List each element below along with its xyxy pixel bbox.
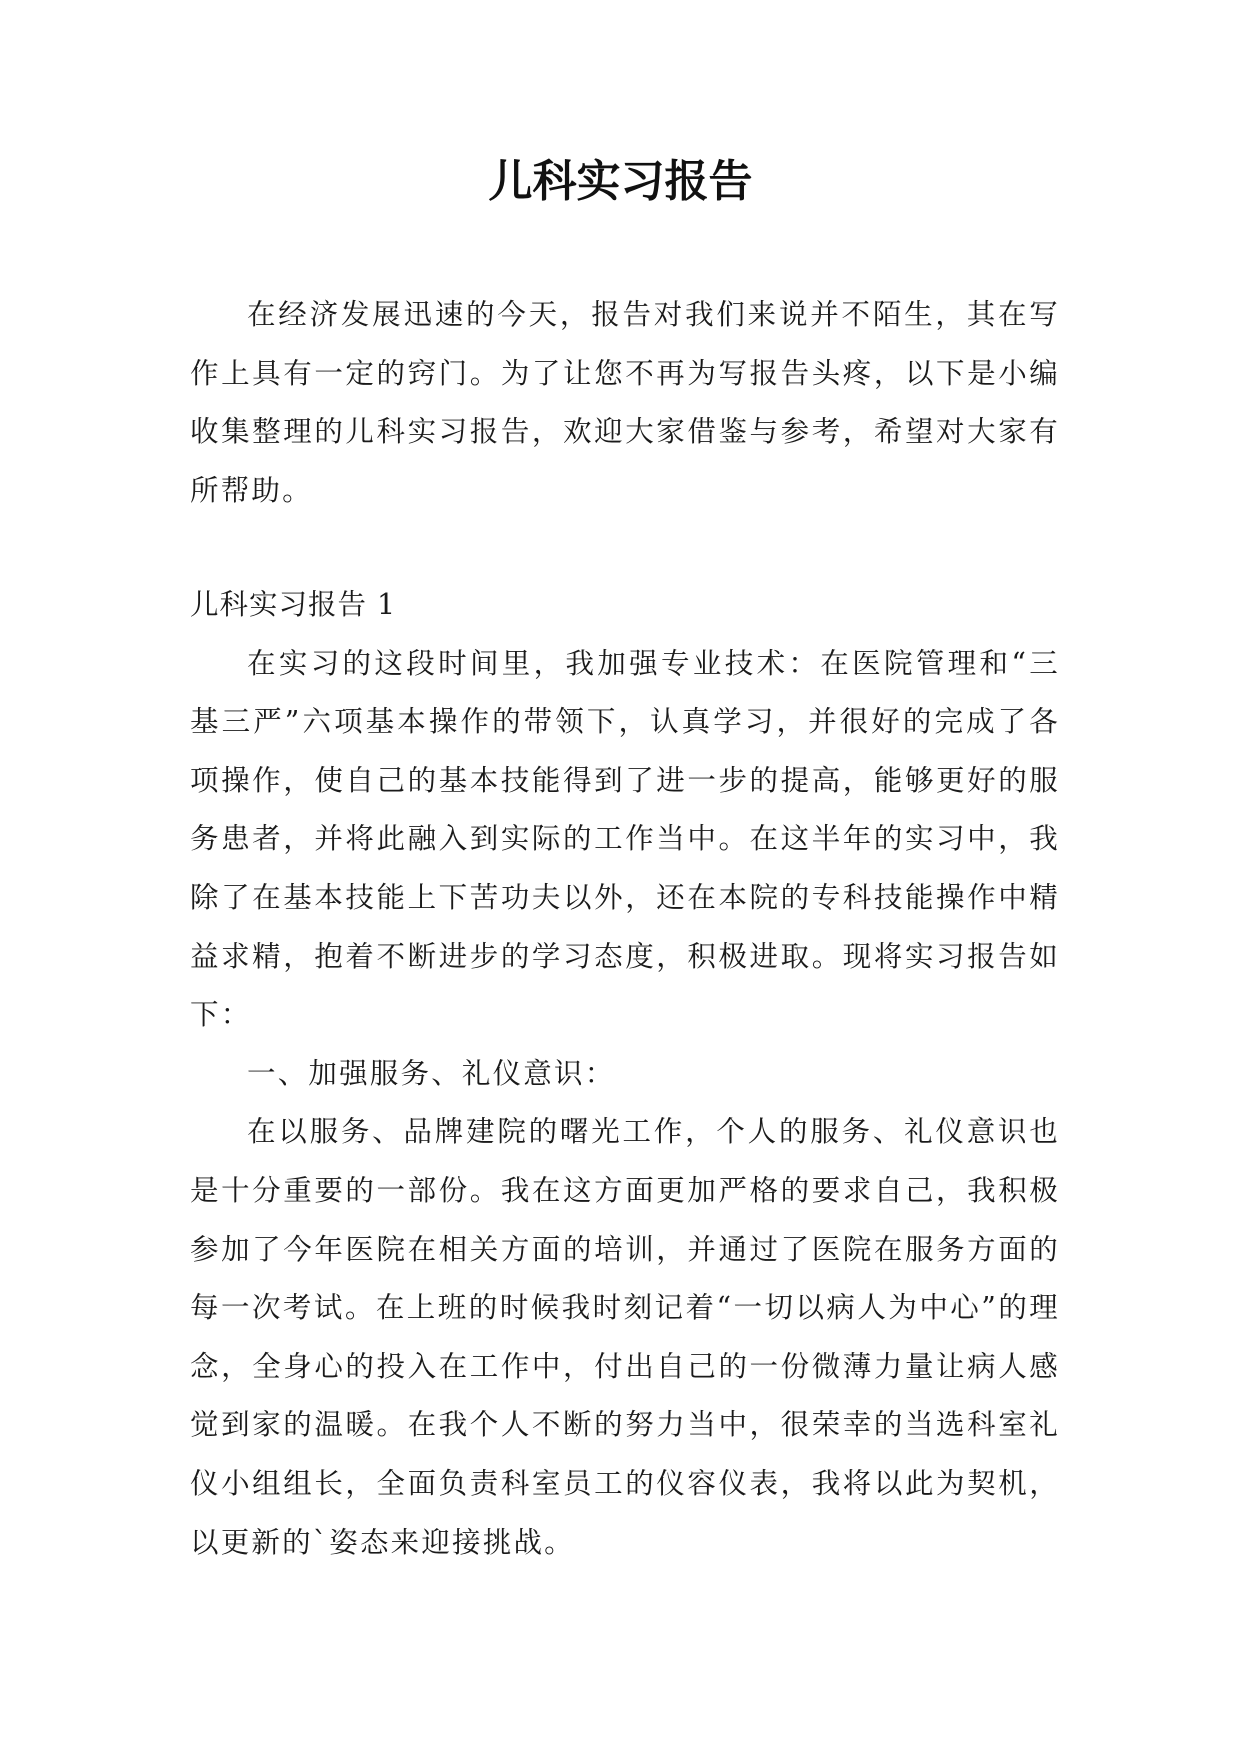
intro-paragraph: 在经济发展迅速的今天，报告对我们来说并不陌生，其在写作上具有一定的窍门。为了让您不再为写报告头疼，以下是小编收集整理的儿科实习报告，欢迎大家借鉴与参考，希望对大家有所帮助。 [190,298,1060,507]
subheading-paragraph: 一、加强服务、礼仪意识： [247,1056,616,1090]
body-paragraph: 在实习的这段时间里，我加强专业技术：在医院管理和“三基三严”六项基本操作的带领下，认真学习，并很好的完成了各项操作，使自己的基本技能得到了进一步的提高，能够更好的服务患者，并将此融入到实际的工作当中。在这半年的实习中，我除了在基本技能上下苦功夫以外，还在本院的专科技能操作中精益求精，抱着不断进步的学习态度，积极进取。现将实习报告如下： [190,646,1060,1032]
section-heading: 儿科实习报告 1 [190,588,397,621]
body-paragraph: 在以服务、品牌建院的曙光工作，个人的服务、礼仪意识也是十分重要的一部份。我在这方面更加严格的要求自己，我积极参加了今年医院在相关方面的培训，并通过了医院在服务方面的每一次考试。在上班的时候我时刻记着“一切以病人为中心”的理念，全身心的投入在工作中，付出自己的一份微薄力量让病人感觉到家的温暖。在我个人不断的努力当中，很荣幸的当选科室礼仪小组组长，全面负责科室员工的仪容仪表，我将以此为契机，以更新的`姿态来迎接挑战。 [190,1115,1060,1559]
section-1 [190,576,1060,1572]
intro-block [190,286,1060,520]
document-title: 儿科实习报告 [488,156,753,207]
